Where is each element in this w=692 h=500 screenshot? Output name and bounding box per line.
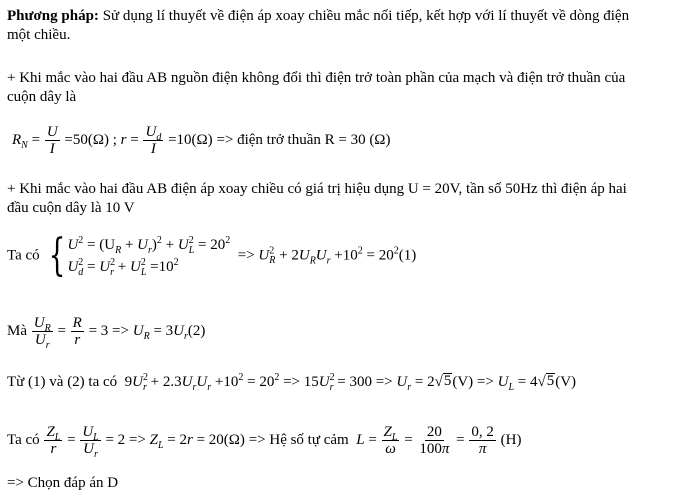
tu-label: Từ (1) và (2) ta có xyxy=(7,374,118,390)
method-text: Sử dụng lí thuyết về điện áp xoay chiều mắc nối tiếp, kết hợp với lí thuyết về dòng điện xyxy=(98,8,630,24)
method-label: Phương pháp: xyxy=(7,8,99,24)
step1-line2: cuộn dây là xyxy=(7,89,77,105)
taco-label: Ta có xyxy=(7,247,40,264)
taco-label-2: Ta có xyxy=(7,431,40,448)
ma-label: Mà xyxy=(7,322,27,339)
equation-combine: Từ (1) và (2) ta có $9U^2_r + 2.3U_rU_r +10^2 = 20^2 => 15U^2_r = 300 => U_r = 2√$ 5 $(V) => U_L = 4√$ 5 (V) xyxy=(7,372,577,393)
step2-line2: đầu cuộn dây là 10 V xyxy=(7,200,135,216)
step2-line1: + Khi mắc vào hai đầu AB điện áp xoay chiều có giá trị hiệu dụng U = 20V, tần số 50Hz thì điện áp hai xyxy=(7,181,627,197)
resistance-conclusion: => điện trở thuần R = 30 (Ω) xyxy=(216,131,391,148)
inductance-label: => Hệ số tự cảm xyxy=(248,431,349,448)
method-line-2: một chiều. xyxy=(7,27,71,43)
equation-inductance: Ta có $\frac{Z_L}{r}$ = $\frac{U_L}{U_r}$ = $2 => Z_L = 2r = 20(\Omega)$ => Hệ số tự cảm L = $\frac{Z_L}{\omega}$ = $\frac{20}{100\pi}$ = $\frac{0, 2}{\pi}$ (H) xyxy=(7,424,522,460)
method-line xyxy=(7,7,629,25)
system-brace: { $U^2 = (U_R + U_r)^2 + U^2_L = 20^2$ $U^2_d = U^2_r + U^2_L =10^2$ xyxy=(49,230,231,281)
equation-resistance: $R_N$ = $\frac{U}{I}$ =50(Ω) ; r = $\frac{U_d}{I}$ =10(Ω) => điện trở thuần R = 30 (Ω) xyxy=(12,124,391,157)
answer: => Chọn đáp án D xyxy=(7,475,119,491)
equation-system: Ta có { $U^2 = (U_R + U_r)^2 + U^2_L = 20^2$ $U^2_d = U^2_r + U^2_L =10^2$ => $U^2_R + 2U_RU_r +10^2 = 20^2(1)$ xyxy=(7,230,417,281)
step1-line1: + Khi mắc vào hai đầu AB nguồn điện không đổi thì điện trở toàn phần của mạch và điện trở thuần của xyxy=(7,70,626,86)
equation-ratio: Mà $\frac{U_R}{U_r}$ = $\frac{R}{r}$ = $3 => U_R = 3U_r(2)$ xyxy=(7,315,206,351)
